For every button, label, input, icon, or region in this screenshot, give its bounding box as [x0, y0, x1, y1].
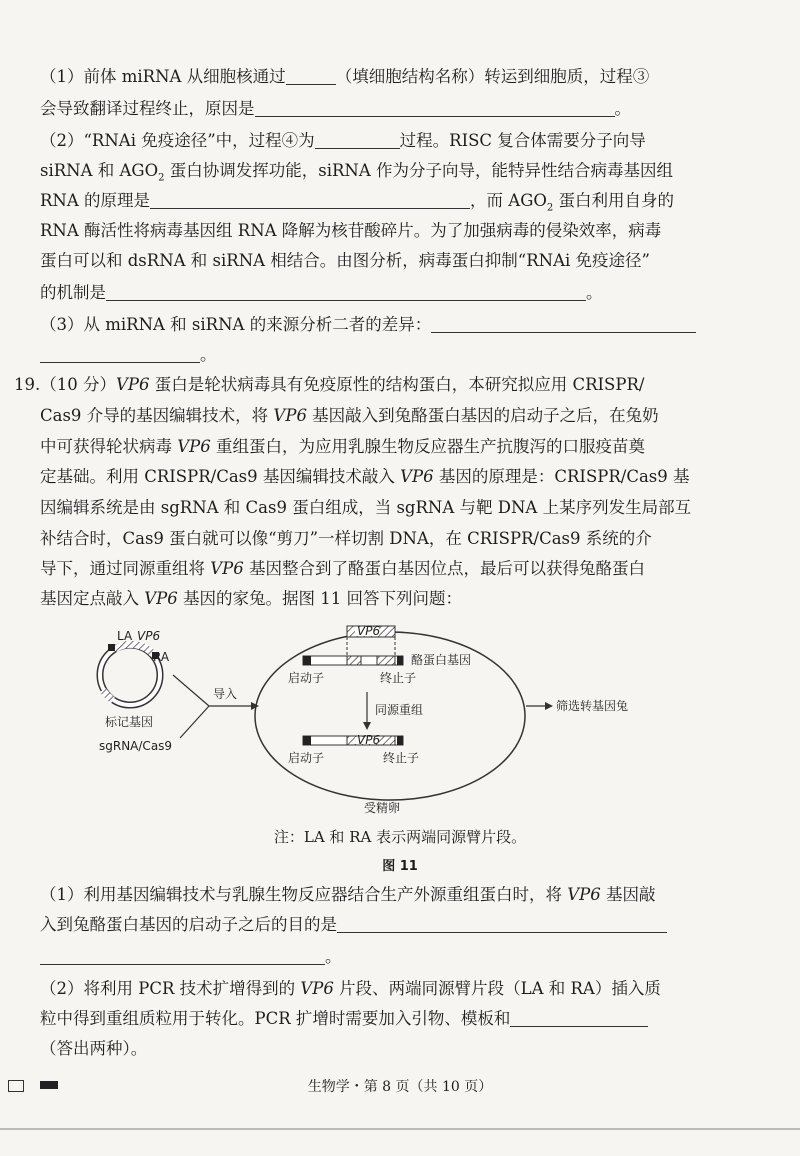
q19-line7: 导下，通过同源重组将 VP6 基因整合到了酪蛋白基因位点，最后可以获得兔酪蛋白 [40, 559, 646, 578]
q18-part1-line1: （1）前体 miRNA 从细胞核通过 （填细胞结构名称）转运到细胞质，过程③ [40, 67, 650, 86]
label-vp6-integrated: VP6 [357, 733, 381, 747]
q19-sub2-line1: （2）将利用 PCR 技术扩增得到的 VP6 片段、两端同源臂片段（LA 和 RA）插入质 [40, 979, 661, 998]
figure-11 [85, 618, 725, 848]
label-screening: 筛选转基因兔 [556, 699, 629, 713]
q19-line4: 定基础。利用 CRISPR/Cas9 基因编辑技术敲入 VP6 基因的原理是：CRISPR/Cas9 基 [40, 467, 690, 486]
label-ra: RA [153, 650, 170, 664]
q19-line1: 19.（10 分）VP6 蛋白是轮状病毒具有免疫原性的结构蛋白，本研究拟应用 CRISPR/ [14, 375, 645, 394]
figure-note: 注：LA 和 RA 表示两端同源臂片段。 [273, 828, 527, 846]
bottom-rule [0, 1128, 800, 1130]
label-import: 导入 [213, 687, 238, 701]
answer-blank-2[interactable] [255, 100, 615, 117]
answer-blank-4[interactable] [150, 192, 470, 209]
answer-blank-6[interactable] [431, 316, 696, 333]
q19-sub1-line1: （1）利用基因编辑技术与乳腺生物反应器结合生产外源重组蛋白时，将 VP6 基因敲 [40, 885, 656, 904]
label-zygote: 受精卵 [364, 801, 401, 815]
page-footer [0, 1072, 800, 1102]
q19-sub1-line3: 。 [40, 946, 342, 968]
label-casein-gene: 酪蛋白基因 [411, 653, 472, 667]
q19-line2: Cas9 介导的基因编辑技术，将 VP6 基因敲入到兔酪蛋白基因的启动子之后，在兔奶 [40, 406, 659, 425]
answer-blank-8[interactable] [337, 916, 667, 933]
label-marker-gene: 标记基因 [105, 715, 154, 729]
label-plasmid-vp6: VP6 [137, 629, 161, 643]
q18-part2-line5: 蛋白可以和 dsRNA 和 siRNA 相结合。由图分析，病毒蛋白抑制“RNAi 免疫途径” [40, 251, 650, 270]
answer-blank-3[interactable] [315, 132, 400, 149]
screening-arrow [526, 698, 628, 713]
answer-blank-10[interactable] [510, 1010, 648, 1027]
label-terminator-2: 终止子 [383, 751, 420, 765]
figure-title: 图 11 [382, 859, 418, 874]
q18-part3-line1: （3）从 miRNA 和 siRNA 的来源分析二者的差异： [40, 314, 696, 336]
q18-part2-line2: siRNA 和 $AGO_2$ 蛋白协调发挥功能，siRNA 作为分子向导，能特异性结合病毒基因组 [40, 161, 674, 184]
label-promoter-2: 启动子 [288, 751, 325, 765]
q18-part2-line1: （2）“RNAi 免疫途径”中，过程④为 过程。RISC 复合体需要分子向导 [40, 131, 646, 150]
casein-gene-after [288, 733, 419, 765]
q18-part2-line6: 的机制是 。 [40, 283, 603, 302]
recombination-arrow [363, 692, 423, 730]
vp6-insert [347, 624, 395, 656]
label-promoter-1: 启动子 [288, 671, 325, 685]
q19-sub2-line3: （答出两种）。 [40, 1039, 148, 1058]
q18-part2-line4: RNA 酶活性将病毒基因组 RNA 降解为核苷酸碎片。为了加强病毒的侵染效率，病毒 [40, 221, 662, 240]
plasmid [99, 629, 172, 753]
q19-line6: 补结合时，Cas9 蛋白就可以像“剪刀”一样切割 DNA，在 CRISPR/Cas9 系统的介 [40, 529, 652, 548]
plasmid-la-block [108, 644, 115, 651]
q19-sub2-line2: 粒中得到重组质粒用于转化。PCR 扩增时需要加入引物、模板和 [40, 1008, 648, 1030]
answer-blank-5[interactable] [106, 284, 586, 301]
casein-gene-before [288, 653, 471, 685]
label-terminator-1: 终止子 [380, 671, 417, 685]
plasmid-marker-segment [103, 690, 113, 700]
answer-blank-1[interactable] [286, 68, 336, 85]
label-recombination: 同源重组 [375, 703, 424, 717]
q19-sub1-line2: 入到兔酪蛋白基因的启动子之后的目的是 [40, 914, 667, 936]
label-sgrna-cas9: sgRNA/Cas9 [99, 739, 173, 753]
answer-blank-9[interactable] [40, 948, 325, 965]
label-vp6-insert: VP6 [357, 624, 381, 638]
figure-11-diagram [85, 618, 725, 848]
label-la: LA [117, 629, 133, 643]
q18-part2-line3: RNA 的原理是 ，而 $AGO_2$ 蛋白利用自身的 [40, 191, 675, 214]
q19-line5: 因编辑系统是由 sgRNA 和 Cas9 蛋白组成，当 sgRNA 与靶 DNA 上某序列发生局部互 [40, 498, 692, 517]
import-arrows [173, 675, 259, 738]
page-number: 生物学・第 8 页（共 10 页） [307, 1079, 493, 1095]
q18-part3-line2: 。 [40, 344, 217, 366]
q18-part1-line2: 会导致翻译过程终止，原因是 。 [40, 99, 631, 118]
q19-line3: 中可获得轮状病毒 VP6 重组蛋白，为应用乳腺生物反应器生产抗腹泻的口服疫苗奠 [40, 437, 646, 456]
plasmid-vp6-segment [115, 644, 153, 654]
answer-blank-7[interactable] [40, 346, 200, 363]
q19-line8: 基因定点敲入 VP6 基因的家兔。据图 11 回答下列问题： [40, 589, 462, 608]
